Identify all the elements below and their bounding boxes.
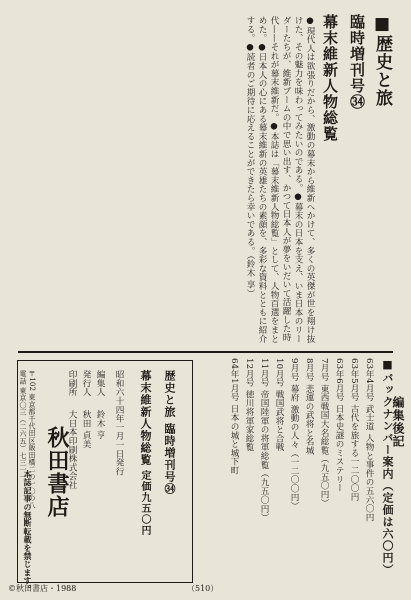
- company-address: 〒102 東京都千代田区飯田橋二の一〇の八: [28, 370, 36, 509]
- page-number: （510）: [187, 584, 219, 593]
- backnumber-item: 63年6月号 日本史謎のミステリー: [334, 358, 344, 493]
- editor-name: 鈴木 亨: [95, 410, 105, 440]
- backnumber-item: 10月号 戦国武将と合戦: [274, 358, 284, 452]
- editorial-text: ●現代人は欲張りだから、激動の幕末から維新へかけて、多くの英傑が世を翔け抜けた、その魅力を味わってみたいのである。●幕末の日本を支え、いま日本のリーダーたちが、維新ブームの中で思い出す、かつて日本人が夢をいだいて活躍した時代——それが幕末維新だ。●本誌は「幕末維新人物総覧」として、人物百選をまとめた。●日本人の心にある幕末維新の英雄たちの素顔を、多彩な資料とともに紹介する。●読者のご期待に応えることができたら幸いである。（鈴木 享）: [245, 16, 315, 343]
- issue-number: 臨時増刊号㉞: [348, 14, 366, 110]
- reprint-notice: 本誌記事の無断転載を禁じます。: [23, 470, 33, 593]
- backnumber-item: 12月号 徳川将軍家総覧: [244, 358, 254, 452]
- backnumber-item: 63年4月号 武士道 人物と事件の五六〇円: [364, 358, 374, 522]
- colophon-price: 定価九五〇円: [139, 470, 150, 536]
- backnumber-item: 63年5月号 古代を旅する一二〇〇円: [349, 358, 359, 502]
- backnumber-item: 11月号 帝国陸軍の将軍総覧（九五〇円）: [259, 358, 269, 522]
- backnumber-heading: ■バックナンバー案内（定価は六〇円）: [381, 358, 394, 576]
- publisher-label: 発行人: [81, 370, 91, 397]
- editorial-label: 編集後記: [391, 396, 405, 448]
- backnumber-item: 9月号 幕府 激動の人々（一二〇〇円）: [289, 358, 299, 511]
- colophon-title: 歴史と旅 臨時増刊号㉞: [163, 370, 176, 495]
- backnumber-list: [203, 358, 375, 586]
- colophon-date: 昭和六十四年一月一日発行: [114, 370, 124, 476]
- backnumber-item: 8月号 悲運の武将と名城: [304, 358, 314, 455]
- section-divider: [18, 351, 393, 353]
- copyright: ©秋田書店・1988: [8, 584, 77, 593]
- issue-subtitle: 幕末維新人物総覧: [321, 14, 339, 142]
- backnumber-item: 7月号 東西戦国大名総覧（九五〇円）: [319, 358, 329, 508]
- company-phone: 電話 東京〇三（二六五）七三一一: [19, 370, 27, 481]
- colophon-subtitle: 幕末維新人物総覧: [139, 370, 152, 466]
- printer-name: 大日本印刷株式会社: [67, 410, 77, 490]
- editor-label: 編集人: [95, 370, 105, 397]
- publisher-name: 秋田 貞美: [81, 410, 91, 449]
- printer-label: 印刷所: [67, 370, 77, 397]
- backnumber-item: 64年1月号 日本の城と城下町: [229, 358, 239, 475]
- company-name: 秋田書店: [44, 426, 70, 518]
- series-title: ■歴史と旅: [372, 14, 392, 107]
